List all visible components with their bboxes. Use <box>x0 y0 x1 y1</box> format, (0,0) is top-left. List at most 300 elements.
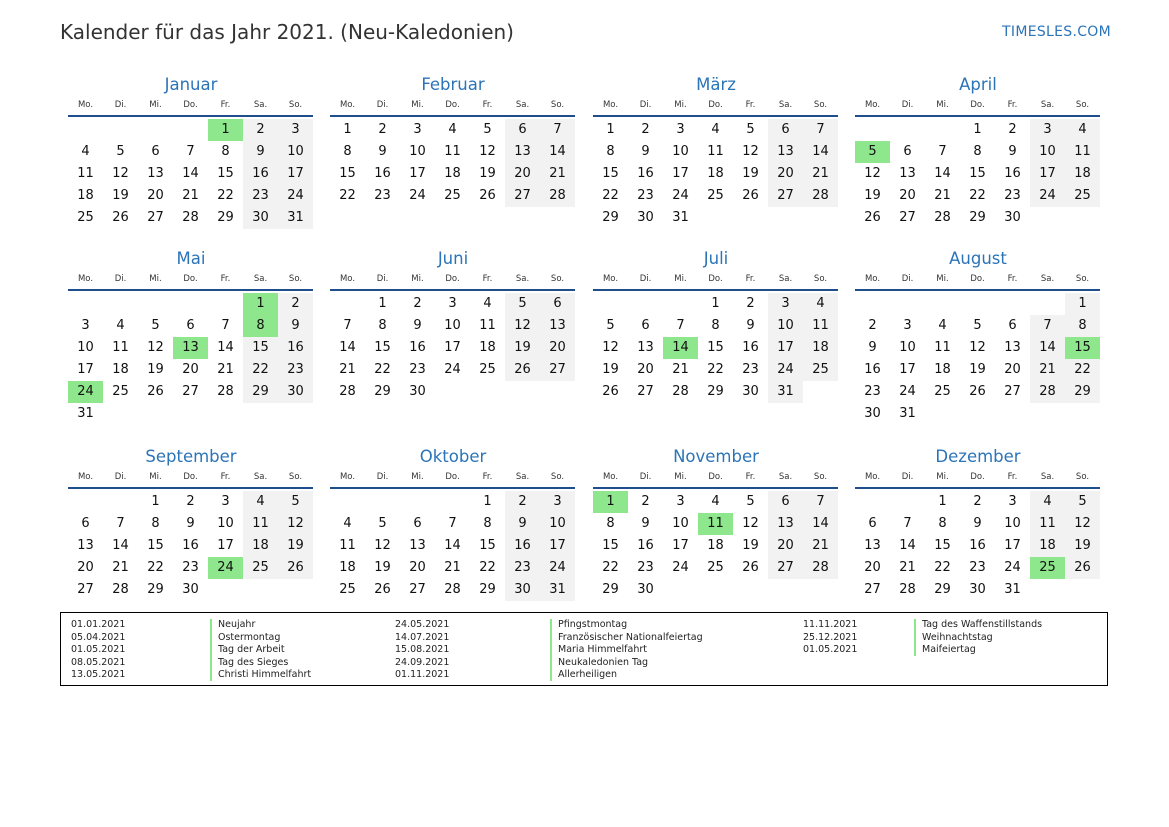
day-cell: 27 <box>637 384 654 399</box>
empty-cell <box>243 403 278 425</box>
day-cell: 8 <box>606 144 615 159</box>
day-cell: 31 <box>77 406 94 421</box>
day-cell: 23 <box>505 557 540 579</box>
day-cell: 25 <box>243 557 278 579</box>
day-cell: 26 <box>602 384 619 399</box>
legend-holiday: Neujahr <box>218 619 256 630</box>
empty-cell <box>855 119 890 141</box>
day-cell: 24 <box>278 185 313 207</box>
day-cell: 8 <box>221 144 230 159</box>
day-cell: 19 <box>742 166 759 181</box>
weekday-label: Di. <box>114 100 127 110</box>
day-cell: 27 <box>147 210 164 225</box>
day-cell: 12 <box>742 516 759 531</box>
day-cell: 5 <box>606 318 615 333</box>
day-cell: 18 <box>803 337 838 359</box>
day-cell: 21 <box>444 560 461 575</box>
day-cell: 3 <box>1030 119 1065 141</box>
day-cell: 29 <box>147 582 164 597</box>
weekday-label: So. <box>813 472 828 482</box>
holiday-day-cell: 1 <box>208 119 243 141</box>
day-cell: 12 <box>505 315 540 337</box>
month-name: Juli <box>703 249 729 268</box>
header-rule <box>330 487 575 489</box>
weekday-label: Do. <box>445 472 460 482</box>
day-cell: 18 <box>479 340 496 355</box>
day-cell: 25 <box>444 188 461 203</box>
day-cell: 20 <box>147 188 164 203</box>
weekday-label: Do. <box>970 100 985 110</box>
day-cell: 30 <box>182 582 199 597</box>
day-cell: 24 <box>672 188 689 203</box>
day-cell: 23 <box>1004 188 1021 203</box>
day-cell: 19 <box>969 362 986 377</box>
legend-date: 14.07.2021 <box>395 631 450 643</box>
day-cell: 14 <box>217 340 234 355</box>
month-name: Januar <box>164 75 218 94</box>
header-rule <box>593 289 838 291</box>
day-cell: 21 <box>803 535 838 557</box>
day-cell: 12 <box>864 166 881 181</box>
day-cell: 25 <box>803 359 838 381</box>
day-cell: 31 <box>768 381 803 403</box>
day-cell: 6 <box>1008 318 1017 333</box>
day-cell: 21 <box>899 560 916 575</box>
day-cell: 9 <box>973 516 982 531</box>
legend-holiday: Französischer Nationalfeiertag <box>558 631 703 643</box>
day-cell: 7 <box>540 119 575 141</box>
header-rule <box>855 289 1100 291</box>
empty-cell <box>103 119 138 141</box>
holiday-day-cell: 8 <box>243 315 278 337</box>
legend-holiday: Weihnachtstag <box>922 631 993 643</box>
weekday-label: So. <box>1075 100 1090 110</box>
weekday-label: Mo. <box>339 274 356 284</box>
day-cell: 12 <box>969 340 986 355</box>
day-cell: 30 <box>637 210 654 225</box>
weekday-label: Sa. <box>1040 472 1055 482</box>
empty-cell <box>803 579 838 601</box>
day-cell: 15 <box>243 337 278 359</box>
day-cell: 27 <box>1004 384 1021 399</box>
empty-cell <box>208 579 243 601</box>
day-cell: 6 <box>768 119 803 141</box>
day-cell: 15 <box>934 538 951 553</box>
empty-cell <box>925 403 960 425</box>
month-november <box>593 444 839 601</box>
day-cell: 5 <box>278 491 313 513</box>
empty-cell <box>733 579 768 601</box>
legend-marker-bar <box>550 619 552 681</box>
month-juni <box>330 246 576 403</box>
day-cell: 30 <box>637 582 654 597</box>
weekday-label: Mo. <box>864 472 881 482</box>
day-cell: 23 <box>374 188 391 203</box>
legend-holiday: Ostermontag <box>218 631 281 643</box>
empty-cell <box>960 403 995 425</box>
weekday-label: Do. <box>708 274 723 284</box>
day-cell: 24 <box>768 359 803 381</box>
day-cell: 12 <box>1065 513 1100 535</box>
day-cell: 30 <box>864 406 881 421</box>
day-cell: 18 <box>112 362 129 377</box>
weekday-label: Sa. <box>778 274 793 284</box>
empty-cell <box>1030 207 1065 229</box>
day-cell: 21 <box>339 362 356 377</box>
empty-cell <box>1030 579 1065 601</box>
day-cell: 5 <box>116 144 125 159</box>
weekday-header <box>68 98 314 112</box>
day-cell: 9 <box>746 318 755 333</box>
weekday-label: Di. <box>114 274 127 284</box>
month-dezember <box>855 444 1101 601</box>
weekday-label: Sa. <box>778 100 793 110</box>
day-cell: 29 <box>602 582 619 597</box>
weekday-label: Mi. <box>149 274 162 284</box>
day-cell: 24 <box>444 362 461 377</box>
day-cell: 5 <box>483 122 492 137</box>
legend-date: 01.01.2021 <box>71 619 126 630</box>
day-cell: 14 <box>934 166 951 181</box>
day-grid <box>593 491 839 601</box>
day-cell: 11 <box>803 315 838 337</box>
weekday-label: Mo. <box>77 100 94 110</box>
day-cell: 31 <box>278 207 313 229</box>
empty-cell <box>138 119 173 141</box>
month-name: November <box>673 447 759 466</box>
day-cell: 11 <box>77 166 94 181</box>
day-cell: 30 <box>243 207 278 229</box>
weekday-label: So. <box>288 274 303 284</box>
weekday-label: Do. <box>183 472 198 482</box>
day-cell: 2 <box>278 293 313 315</box>
weekday-label: Fr. <box>220 472 231 482</box>
empty-cell <box>208 403 243 425</box>
day-cell: 28 <box>803 557 838 579</box>
month-märz <box>593 72 839 229</box>
day-cell: 29 <box>707 384 724 399</box>
day-cell: 13 <box>899 166 916 181</box>
legend-date: 15.08.2021 <box>395 644 450 655</box>
weekday-label: So. <box>1075 274 1090 284</box>
day-cell: 14 <box>112 538 129 553</box>
day-cell: 19 <box>147 362 164 377</box>
empty-cell <box>138 293 173 315</box>
legend-holiday: Tag des Waffenstillstands <box>922 619 1043 630</box>
day-cell: 25 <box>707 560 724 575</box>
day-cell: 29 <box>479 582 496 597</box>
day-cell: 5 <box>746 494 755 509</box>
month-oktober <box>330 444 576 601</box>
day-cell: 27 <box>540 359 575 381</box>
day-cell: 6 <box>540 293 575 315</box>
day-cell: 6 <box>413 516 422 531</box>
header-rule <box>68 289 313 291</box>
legend-date: 08.05.2021 <box>71 656 126 668</box>
month-mai <box>68 246 314 425</box>
empty-cell <box>470 381 505 403</box>
empty-cell <box>505 381 540 403</box>
month-april <box>855 72 1101 229</box>
day-cell: 4 <box>483 296 492 311</box>
day-cell: 24 <box>1004 560 1021 575</box>
day-grid <box>855 293 1101 425</box>
legend-col2-dates <box>395 619 449 682</box>
day-cell: 2 <box>243 119 278 141</box>
day-cell: 19 <box>864 188 881 203</box>
empty-cell <box>435 381 470 403</box>
day-cell: 3 <box>676 122 685 137</box>
day-cell: 7 <box>903 516 912 531</box>
weekday-label: Sa. <box>778 472 793 482</box>
weekday-label: Sa. <box>1040 274 1055 284</box>
empty-cell <box>1065 207 1100 229</box>
day-cell: 5 <box>1065 491 1100 513</box>
empty-cell <box>1030 293 1065 315</box>
weekday-label: Fr. <box>745 100 756 110</box>
day-cell: 9 <box>505 513 540 535</box>
day-cell: 17 <box>540 535 575 557</box>
day-cell: 10 <box>444 318 461 333</box>
legend-holiday: Maria Himmelfahrt <box>558 644 647 655</box>
day-cell: 13 <box>1004 340 1021 355</box>
weekday-label: Mi. <box>674 100 687 110</box>
day-cell: 23 <box>742 362 759 377</box>
day-cell: 5 <box>378 516 387 531</box>
weekday-header <box>593 98 839 112</box>
empty-cell <box>890 293 925 315</box>
day-cell: 2 <box>746 296 755 311</box>
day-cell: 9 <box>186 516 195 531</box>
day-cell: 5 <box>973 318 982 333</box>
day-cell: 23 <box>637 560 654 575</box>
day-cell: 22 <box>217 188 234 203</box>
day-cell: 11 <box>707 144 724 159</box>
day-cell: 29 <box>934 582 951 597</box>
legend-date: 24.05.2021 <box>395 619 450 630</box>
month-name: Dezember <box>935 447 1021 466</box>
day-cell: 31 <box>899 406 916 421</box>
header-rule <box>330 289 575 291</box>
day-cell: 14 <box>803 141 838 163</box>
day-cell: 31 <box>540 579 575 601</box>
day-cell: 15 <box>374 340 391 355</box>
day-cell: 7 <box>116 516 125 531</box>
empty-cell <box>733 207 768 229</box>
weekday-label: So. <box>1075 472 1090 482</box>
day-cell: 28 <box>899 582 916 597</box>
day-cell: 10 <box>672 516 689 531</box>
empty-cell <box>663 293 698 315</box>
weekday-header <box>330 272 576 286</box>
day-cell: 6 <box>868 516 877 531</box>
day-cell: 2 <box>505 491 540 513</box>
day-cell: 30 <box>505 579 540 601</box>
day-cell: 1 <box>483 494 492 509</box>
day-cell: 17 <box>672 166 689 181</box>
day-cell: 28 <box>444 582 461 597</box>
day-cell: 1 <box>1065 293 1100 315</box>
empty-cell <box>278 403 313 425</box>
day-cell: 12 <box>112 166 129 181</box>
day-cell: 22 <box>707 362 724 377</box>
day-cell: 11 <box>479 318 496 333</box>
day-cell: 18 <box>339 560 356 575</box>
legend-date: 13.05.2021 <box>71 669 126 680</box>
weekday-label: So. <box>550 100 565 110</box>
empty-cell <box>278 579 313 601</box>
empty-cell <box>1065 403 1100 425</box>
weekday-label: So. <box>550 472 565 482</box>
weekday-header <box>593 272 839 286</box>
day-cell: 12 <box>147 340 164 355</box>
day-cell: 27 <box>409 582 426 597</box>
day-cell: 18 <box>1065 163 1100 185</box>
day-cell: 15 <box>602 538 619 553</box>
holiday-day-cell: 5 <box>855 141 890 163</box>
legend-date: 25.12.2021 <box>803 631 858 643</box>
weekday-label: Di. <box>901 100 914 110</box>
day-cell: 9 <box>413 318 422 333</box>
day-cell: 16 <box>742 340 759 355</box>
day-cell: 7 <box>938 144 947 159</box>
day-cell: 8 <box>483 516 492 531</box>
day-cell: 16 <box>409 340 426 355</box>
empty-cell <box>173 293 208 315</box>
day-cell: 7 <box>803 491 838 513</box>
day-cell: 4 <box>116 318 125 333</box>
day-cell: 19 <box>742 538 759 553</box>
day-cell: 14 <box>444 538 461 553</box>
legend-marker-bar <box>914 619 916 656</box>
day-cell: 8 <box>973 144 982 159</box>
day-cell: 23 <box>182 560 199 575</box>
empty-cell <box>103 403 138 425</box>
day-cell: 19 <box>374 560 391 575</box>
day-cell: 16 <box>864 362 881 377</box>
empty-cell <box>68 491 103 513</box>
legend-date: 01.05.2021 <box>71 644 126 655</box>
day-cell: 27 <box>768 557 803 579</box>
day-cell: 21 <box>672 362 689 377</box>
day-cell: 13 <box>637 340 654 355</box>
empty-cell <box>768 579 803 601</box>
day-cell: 9 <box>278 315 313 337</box>
weekday-label: Di. <box>114 472 127 482</box>
day-cell: 26 <box>864 210 881 225</box>
day-cell: 2 <box>973 494 982 509</box>
header-rule <box>330 115 575 117</box>
day-cell: 7 <box>803 119 838 141</box>
day-cell: 6 <box>81 516 90 531</box>
day-cell: 15 <box>147 538 164 553</box>
weekday-label: Di. <box>376 274 389 284</box>
day-grid <box>330 293 576 403</box>
day-grid <box>855 491 1101 601</box>
day-cell: 10 <box>768 315 803 337</box>
empty-cell <box>698 207 733 229</box>
month-august <box>855 246 1101 425</box>
empty-cell <box>68 119 103 141</box>
day-cell: 3 <box>676 494 685 509</box>
day-cell: 18 <box>707 166 724 181</box>
day-cell: 10 <box>217 516 234 531</box>
weekday-label: Mi. <box>411 472 424 482</box>
day-cell: 12 <box>479 144 496 159</box>
empty-cell <box>663 579 698 601</box>
day-cell: 29 <box>602 210 619 225</box>
empty-cell <box>1065 579 1100 601</box>
page-title: Kalender für das Jahr 2021. (Neu-Kaledonien) <box>60 20 514 44</box>
month-name: Oktober <box>419 447 487 466</box>
day-cell: 18 <box>77 188 94 203</box>
weekday-label: Fr. <box>1007 100 1018 110</box>
legend-holiday: Pfingstmontag <box>558 619 628 630</box>
empty-cell <box>173 403 208 425</box>
day-cell: 2 <box>641 122 650 137</box>
day-cell: 6 <box>186 318 195 333</box>
weekday-label: Mi. <box>674 274 687 284</box>
legend-col1-dates <box>71 619 125 682</box>
header-rule <box>855 487 1100 489</box>
day-cell: 13 <box>768 141 803 163</box>
empty-cell <box>208 293 243 315</box>
weekday-label: Mi. <box>936 274 949 284</box>
day-cell: 26 <box>505 359 540 381</box>
empty-cell <box>960 293 995 315</box>
day-cell: 11 <box>444 144 461 159</box>
holiday-day-cell: 25 <box>1030 557 1065 579</box>
empty-cell <box>330 293 365 315</box>
legend-holiday: Tag der Arbeit <box>218 644 285 655</box>
month-september <box>68 444 314 601</box>
empty-cell <box>890 119 925 141</box>
day-cell: 15 <box>969 166 986 181</box>
day-cell: 1 <box>151 494 160 509</box>
day-cell: 31 <box>672 210 689 225</box>
day-cell: 2 <box>378 122 387 137</box>
day-cell: 22 <box>934 560 951 575</box>
month-name: August <box>949 249 1007 268</box>
weekday-label: Sa. <box>515 100 530 110</box>
day-cell: 1 <box>938 494 947 509</box>
weekday-label: Mo. <box>864 274 881 284</box>
day-cell: 24 <box>540 557 575 579</box>
day-cell: 20 <box>864 560 881 575</box>
day-cell: 11 <box>934 340 951 355</box>
weekday-label: Fr. <box>482 274 493 284</box>
day-cell: 26 <box>479 188 496 203</box>
month-februar <box>330 72 576 207</box>
empty-cell <box>103 491 138 513</box>
legend-date: 24.09.2021 <box>395 656 450 668</box>
weekday-label: Di. <box>639 100 652 110</box>
day-cell: 19 <box>278 535 313 557</box>
empty-cell <box>593 293 628 315</box>
day-cell: 13 <box>77 538 94 553</box>
empty-cell <box>103 293 138 315</box>
weekday-label: Fr. <box>1007 472 1018 482</box>
day-cell: 20 <box>637 362 654 377</box>
day-cell: 27 <box>182 384 199 399</box>
day-cell: 19 <box>479 166 496 181</box>
day-cell: 2 <box>413 296 422 311</box>
day-cell: 24 <box>409 188 426 203</box>
day-cell: 14 <box>803 513 838 535</box>
day-cell: 16 <box>374 166 391 181</box>
brand-logo-text[interactable]: TIMESLES.COM <box>1002 24 1111 40</box>
legend-date: 01.11.2021 <box>395 669 450 680</box>
